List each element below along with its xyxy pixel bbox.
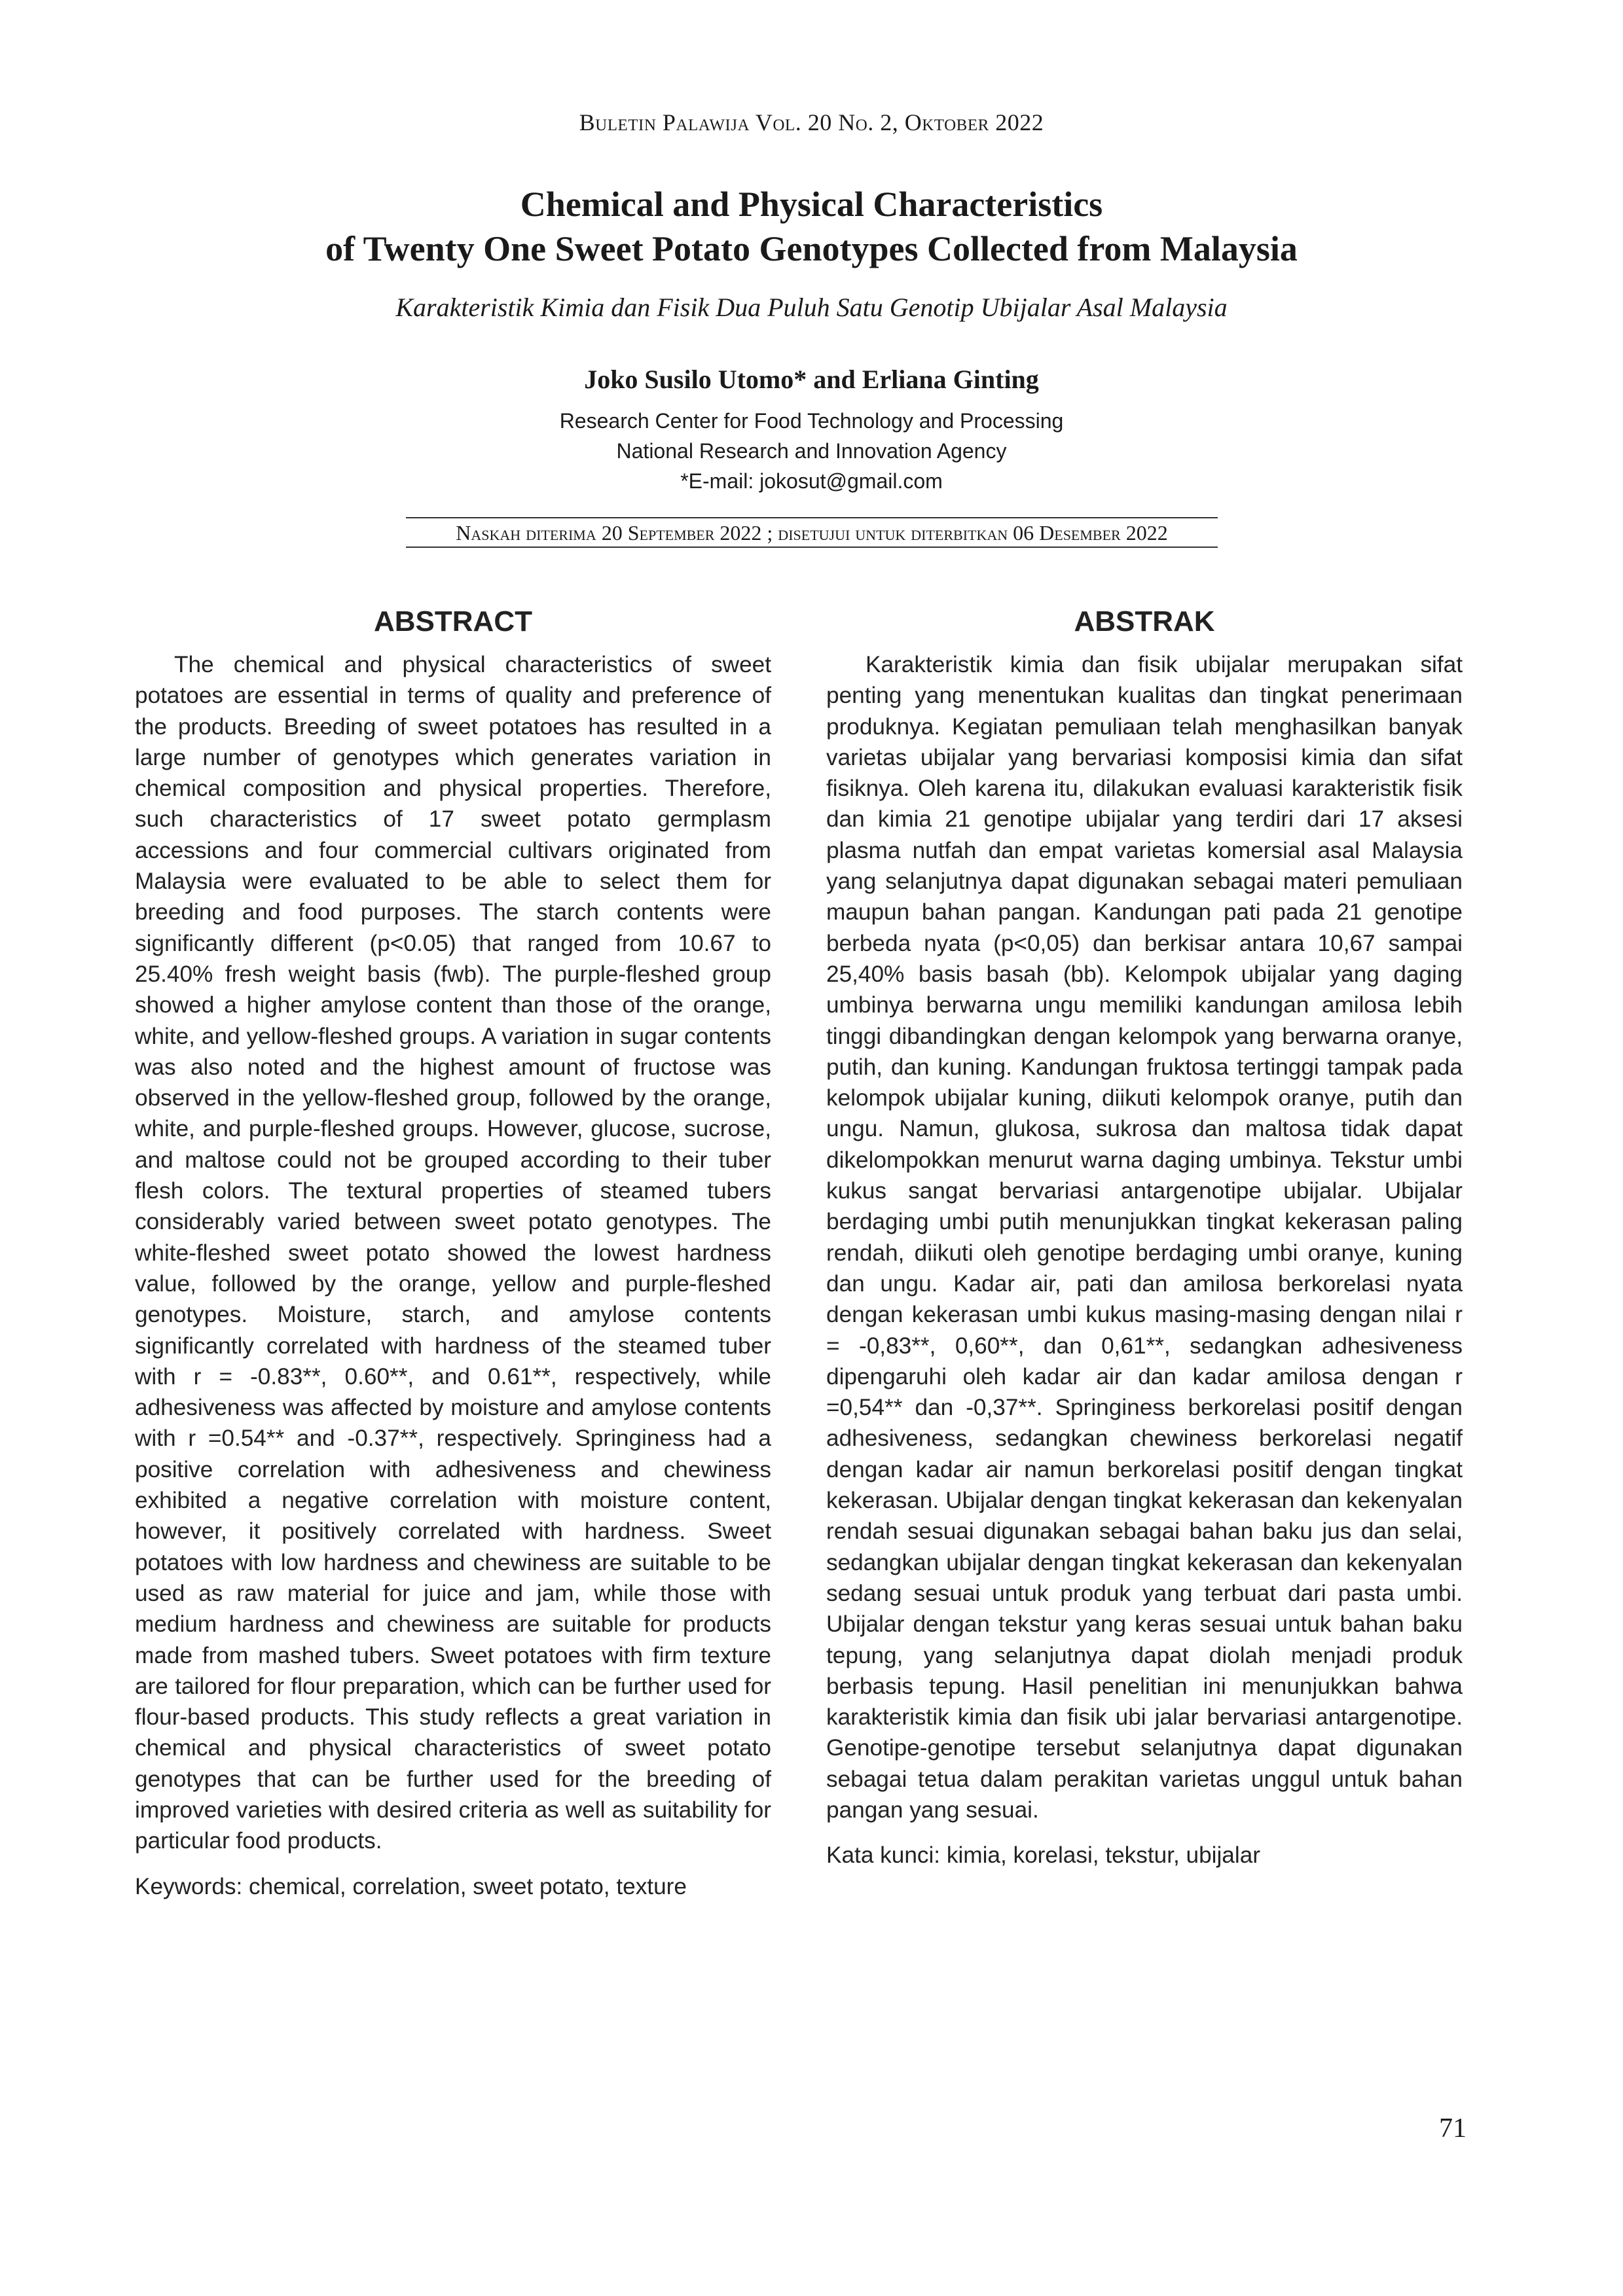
running-head: Buletin Palawija Vol. 20 No. 2, Oktober 2022 bbox=[579, 109, 1044, 135]
keywords: Keywords: chemical, correlation, sweet potato, texture bbox=[135, 1873, 687, 1899]
affiliation bbox=[131, 406, 1492, 496]
abstract-heading: ABSTRACT bbox=[374, 605, 532, 637]
abstrak-text: Karakteristik kimia dan fisik ubijalar merupakan sifat penting yang menentukan kualitas dan tingkat penerimaan produknya. Kegiatan pemuliaan telah menghasilkan banyak varietas ubijalar yang bervariasi komposisi kimia dan sifat fisiknya. Oleh karena itu, dilakukan evaluasi karakteristik fisik dan kimia 21 genotipe ubijalar yang terdiri dari 17 aksesi plasma nutfah dan empat varietas komersial asal Malaysia yang selanjutnya dapat digunakan sebagai materi pemuliaan maupun bahan pangan. Kandungan pati pada 21 genotipe berbeda nyata (p<0,05) dan berkisar antara 10,67 sampai 25,40% basis basah (bb). Kelompok ubijalar yang daging umbinya berwarna ungu memiliki kandungan amilosa lebih tinggi dibandingkan dengan kelompok yang berwarna oranye, putih, dan kuning. Kandungan fruktosa tertinggi tampak pada kelompok ubijalar kuning, diikuti kelompok oranye, putih dan ungu. Namun, glukosa, sukrosa dan maltosa tidak dapat dikelompokkan menurut warna daging umbinya. Tekstur umbi kukus sangat bervariasi antargenotipe ubijalar. Ubijalar berdaging umbi putih menunjukkan tingkat kekerasan paling rendah, diikuti oleh genotipe berdaging umbi oranye, kuning dan ungu. Kadar air, pati dan amilosa berkorelasi nyata dengan kekerasan umbi kukus masing-masing dengan nilai r = -0,83**, 0,60**, dan 0,61**, sedangkan adhesiveness dipengaruhi oleh kadar air dan kadar amilosa dengan r =0,54** dan -0,37**. Springiness berkorelasi positif dengan adhesiveness, sedangkan chewiness berkorelasi negatif dengan kadar air namun berkorelasi positif dengan tingkat kekerasan. Ubijalar dengan tingkat kekerasan dan kekenyalan rendah sesuai digunakan sebagai bahan baku jus dan selai, sedangkan ubijalar dengan tingkat kekerasan dan kekenyalan sedang sesuai untuk produk yang terbuat dari pasta umbi. Ubijalar dengan tekstur yang keras sesuai untuk bahan baku tepung, yang selanjutnya dapat diolah menjadi produk berbasis tepung. Hasil penelitian ini menunjukkan bahwa karakteristik kimia dan fisik ubi jalar bervariasi antargenotipe. Genotipe-genotipe tersebut selanjutnya dapat digunakan sebagai tetua dalam perakitan varietas unggul untuk bahan pangan yang sesuai. bbox=[826, 652, 1463, 1823]
abstract-indonesian bbox=[826, 603, 1463, 1871]
article-subtitle: Karakteristik Kimia dan Fisik Dua Puluh Satu Genotip Ubijalar Asal Malaysia bbox=[395, 293, 1228, 322]
kata-kunci: Kata kunci: kimia, korelasi, tekstur, ubijalar bbox=[826, 1842, 1260, 1869]
authors: Joko Susilo Utomo* and Erliana Ginting bbox=[584, 365, 1039, 394]
affiliation-line-1: Research Center for Food Technology and Processing bbox=[559, 409, 1064, 433]
abstract-text: The chemical and physical characteristics of sweet potatoes are essential in terms of quality and preference of the products. Breeding of sweet potatoes has resulted in a large number of genotypes which generates variation in chemical composition and physical properties. Therefore, such characteristics of 17 sweet potato germplasm accessions and four commercial cultivars originated from Malaysia were evaluated to be able to select them for breeding and food purposes. The starch contents were significantly different (p<0.05) that ranged from 10.67 to 25.40% fresh weight basis (fwb). The purple-fleshed group showed a higher amylose content than those of the orange, white, and yellow-fleshed groups. A variation in sugar contents was also noted and the highest amount of fructose was observed in the yellow-fleshed group, followed by the orange, white, and purple-fleshed groups. However, glucose, sucrose, and maltose could not be grouped according to their tuber flesh colors. The textural properties of steamed tubers considerably varied between sweet potato genotypes. The white-fleshed sweet potato showed the lowest hardness value, followed by the orange, yellow and purple-fleshed genotypes. Moisture, starch, and amylose contents significantly correlated with hardness of the steamed tuber with r = -0.83**, 0.60**, and 0.61**, respectively, while adhesiveness was affected by moisture and amylose contents with r =0.54** and -0.37**, respectively. Springiness had a positive correlation with adhesiveness and chewiness exhibited a negative correlation with moisture content, however, it positively correlated with hardness. Sweet potatoes with low hardness and chewiness are suitable to be used as raw material for juice and jam, while those with medium hardness and chewiness are suitable for products made from mashed tubers. Sweet potatoes with firm texture are tailored for flour preparation, which can be further used for flour-based products. This study reflects a great variation in chemical and physical characteristics of sweet potato genotypes that can be further used for the breeding of improved varieties with desired criteria as well as suitability for particular food products. bbox=[135, 652, 771, 1854]
page-number: 71 bbox=[1439, 2113, 1467, 2144]
title-line-1: Chemical and Physical Characteristics bbox=[520, 185, 1103, 224]
abstrak-heading: ABSTRAK bbox=[1074, 605, 1215, 637]
author-email: *E-mail: jokosut@gmail.com bbox=[680, 469, 943, 493]
article-title bbox=[131, 182, 1492, 271]
affiliation-line-2: National Research and Innovation Agency bbox=[616, 439, 1007, 463]
title-line-2: of Twenty One Sweet Potato Genotypes Collected from Malaysia bbox=[325, 229, 1298, 268]
received-dates: Naskah diterima 20 September 2022 ; disetujui untuk diterbitkan 06 Desember 2022 bbox=[406, 517, 1218, 548]
abstract-english bbox=[135, 603, 771, 1902]
